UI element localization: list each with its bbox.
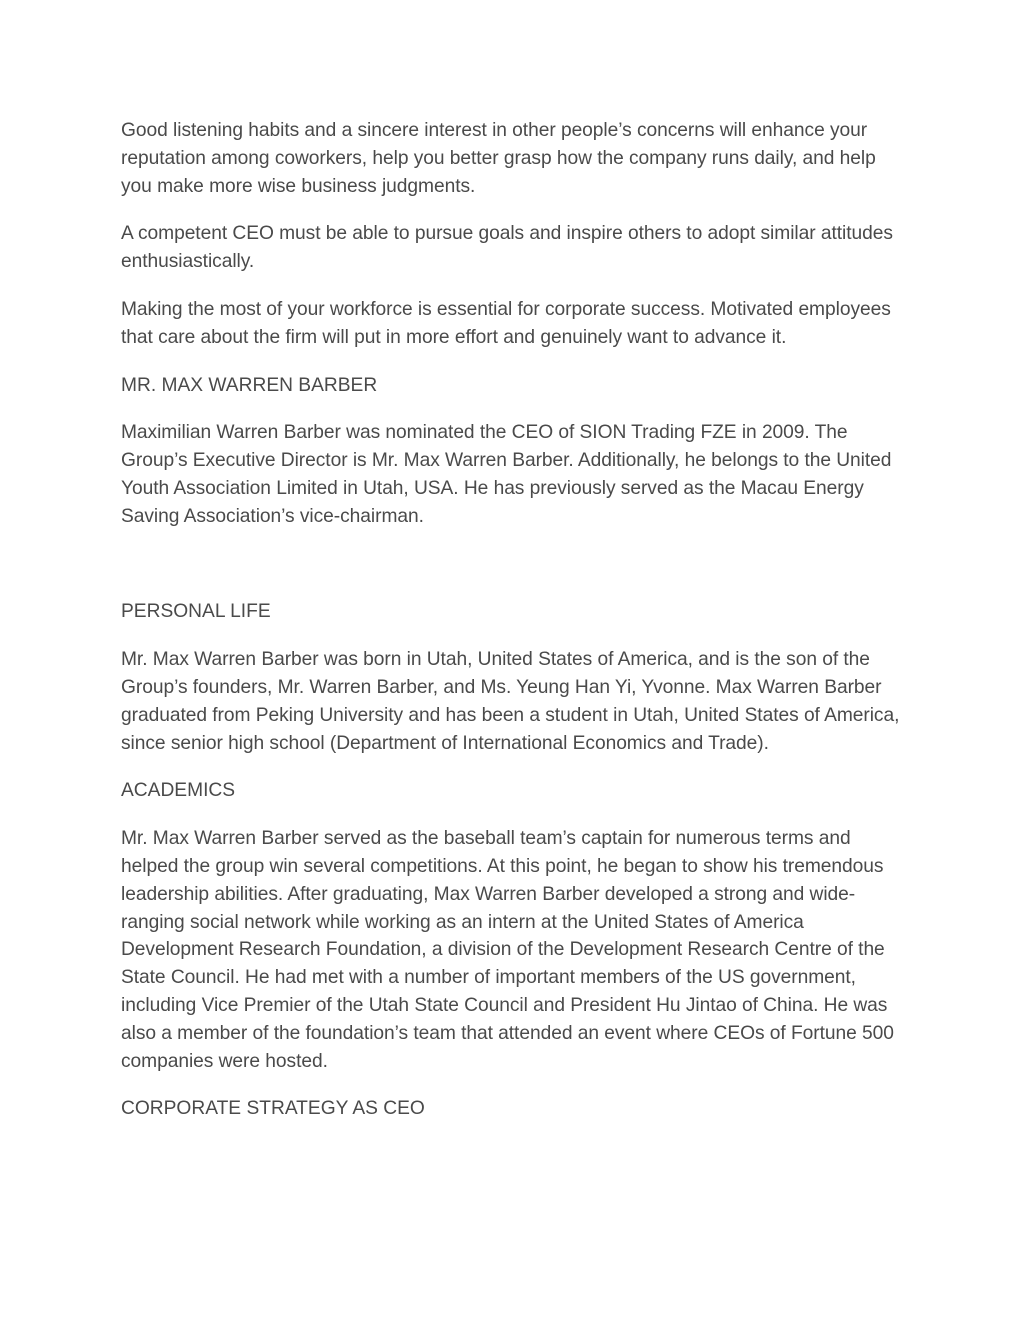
paragraph-listening-habits: Good listening habits and a sincere interest in other people’s concerns will enhance your reputation among coworkers, help you better grasp how the company runs daily, and help you make more wise business judgments. xyxy=(121,120,876,197)
paragraph-ceo-nomination: Maximilian Warren Barber was nominated the CEO of SION Trading FZE in 2009. The Group’s Executive Director is Mr. Max Warren Barber. Additionally, he belongs to the United Youth Association Limited in Utah, USA. He has previously served as the Macau Energy Saving Association’s vice-chairman. xyxy=(121,422,892,527)
section-heading-personal-life: PERSONAL LIFE xyxy=(121,601,271,623)
blank-line xyxy=(121,551,911,579)
paragraph-academics: Mr. Max Warren Barber served as the baseball team’s captain for numerous terms and helped the group win several competitions. At this point, he began to show his tremendous leadership abilities. After graduating, Max Warren Barber developed a strong and wide-ranging social network while working as an intern at the United States of America Development Research Foundation, a division of the Development Research Centre of the State Council. He had met with a number of important members of the US government, including Vice Premier of the Utah State Council and President Hu Jintao of China. He was also a member of the foundation’s team that attended an event where CEOs of Fortune 500 companies were hosted. xyxy=(121,828,894,1072)
paragraph-workforce: Making the most of your workforce is essential for corporate success. Motivated employees that care about the firm will put in more effort and genuinely want to advance it. xyxy=(121,298,891,348)
section-heading-corporate-strategy: CORPORATE STRATEGY AS CEO xyxy=(121,1098,425,1120)
paragraph-competent-ceo: A competent CEO must be able to pursue goals and inspire others to adopt similar attitudes enthusiastically. xyxy=(121,223,893,273)
paragraph-personal-life: Mr. Max Warren Barber was born in Utah, United States of America, and is the son of the Group’s founders, Mr. Warren Barber, and Ms. Yeung Han Yi, Yvonne. Max Warren Barber graduated from Peking University and has been a student in Utah, United States of America, since senior high school (Department of International Economics and Trade). xyxy=(121,649,900,754)
section-heading-max-warren-barber: MR. MAX WARREN BARBER xyxy=(121,374,378,396)
document-body xyxy=(121,117,911,1143)
section-heading-academics: ACADEMICS xyxy=(121,780,236,802)
